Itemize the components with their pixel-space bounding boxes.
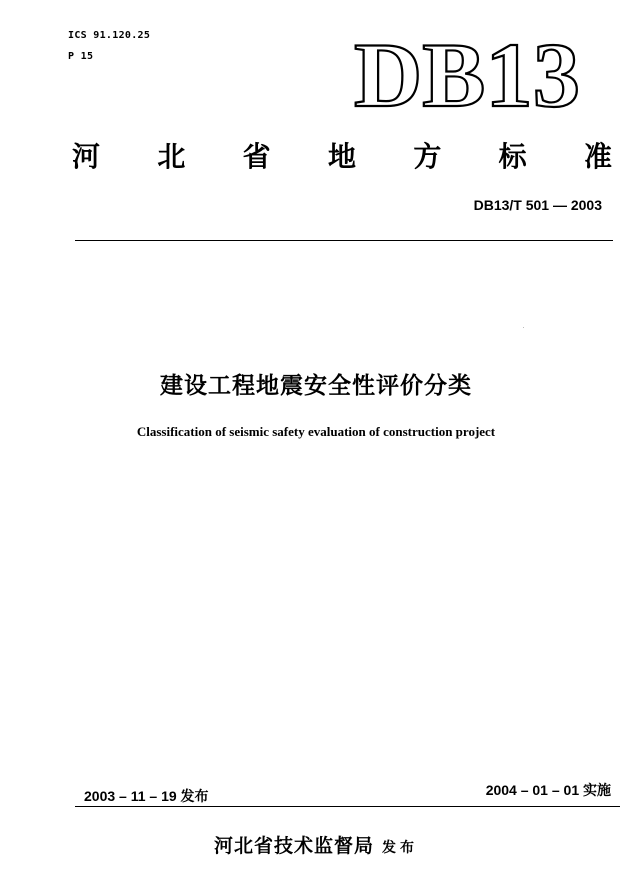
issuer-char: 河 — [72, 140, 101, 173]
publisher-line — [0, 831, 632, 858]
db13-logo — [352, 28, 582, 118]
issuer-char: 省 — [242, 140, 271, 173]
publisher-verb: 发布 — [382, 840, 418, 856]
header-divider — [75, 240, 613, 241]
standard-number: DB13/T 501 — 2003 — [473, 197, 602, 213]
issuer-char: 方 — [413, 140, 442, 173]
issuer-char: 准 — [583, 140, 612, 173]
issuer-char: 标 — [498, 140, 527, 173]
classification-code: P 15 — [68, 51, 94, 62]
issuer-char: 地 — [327, 140, 356, 173]
footer-divider — [75, 806, 620, 807]
issuer-char: 北 — [157, 140, 186, 173]
implementation-date: 2004 – 01 – 01 实施 — [485, 782, 611, 798]
publish-date: 2003 – 11 – 19 发布 — [84, 788, 209, 804]
scan-speck — [523, 327, 524, 328]
db13-logo-text: DB13 — [354, 28, 580, 118]
ics-code: ICS 91.120.25 — [68, 30, 151, 41]
document-title-chinese: 建设工程地震安全性评价分类 — [160, 373, 472, 399]
document-title-english: Classification of seismic safety evaluation of construction project — [136, 424, 496, 439]
publisher-name: 河北省技术监督局 — [213, 835, 374, 857]
issuer-heading — [72, 131, 612, 179]
